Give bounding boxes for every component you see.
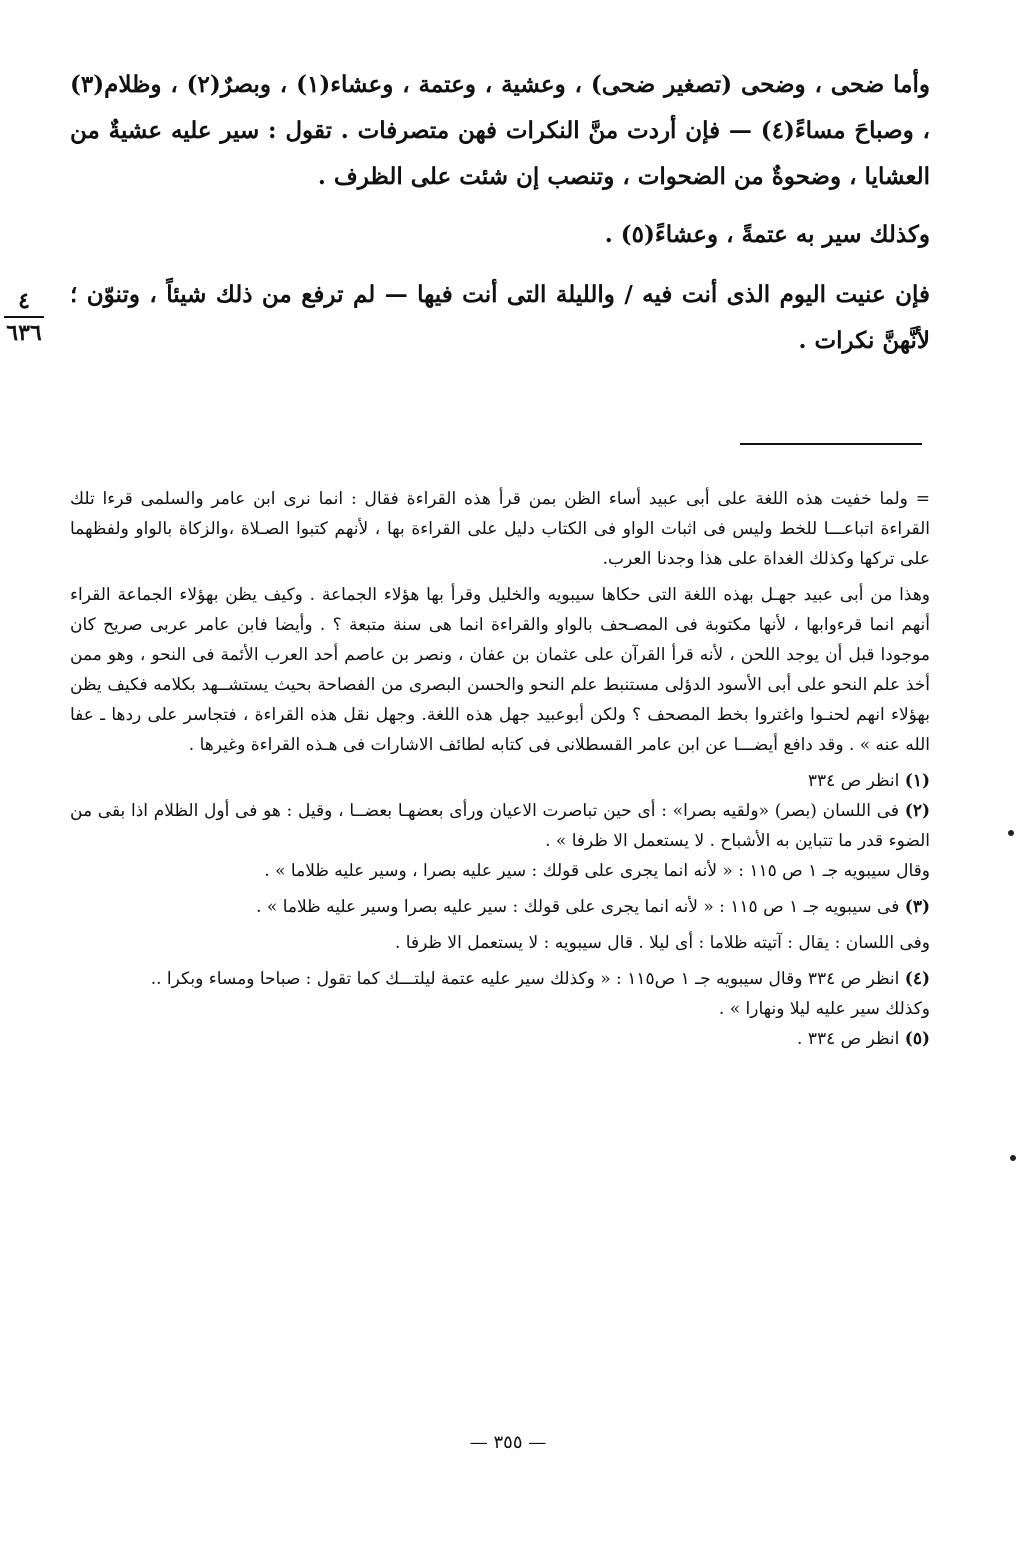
footnote-3 bbox=[70, 892, 930, 922]
margin-ref-bottom: ٦٣٦ bbox=[6, 320, 42, 346]
footnote-number: (٢) bbox=[904, 801, 930, 821]
footnotes bbox=[70, 484, 930, 1054]
footnote-4-continued: وكذلك سير عليه ليلا ونهارا » . bbox=[718, 999, 930, 1019]
footnote-2 bbox=[70, 796, 930, 856]
footnote-4 bbox=[70, 964, 930, 994]
footnote-3-continued: وفى اللسان : يقال : آتيته ظلاما : أى ليلا . قال سيبويه : لا يستعمل الا ظرفا . bbox=[394, 933, 930, 953]
footnote-text: انظر ص ٣٣٤ bbox=[807, 771, 900, 791]
main-text bbox=[70, 62, 930, 364]
margin-page-reference bbox=[4, 288, 44, 346]
footnote-text: انظر ص ٣٣٤ وقال سيبويه جـ ١ ص١١٥ : « وكذلك سير عليه عتمة ليلتـــك كما تقول : صباحا ومساء وبكرا .. bbox=[150, 969, 900, 989]
main-paragraph-1: وأما ضحى ، وضحى (تصغير ضحى) ، وعشية ، وعتمة ، وعشاء(١) ، وبصرٌ(٢) ، وظلام(٣) ، وصباحَ مساءً(٤) — فإن أردت منَّ النكرات فهن متصرفات . تقول : سير عليه عشيةٌ من العشايا ، وضحوةٌ من الضحوات ، وتنصب إن شئت على الظرف . bbox=[70, 71, 930, 190]
footnote-continuation-2: وهذا من أبى عبيد جهـل بهذه اللغة التى حكاها سيبويه والخليل وقرأ بها هؤلاء الجماعة . وكيف يظن بهؤلاء الجماعة القراء أنهم انما قرءوابها ، لأنها مكتوبة فى المصـحف بالواو والقراءة انما هى سنة متبعة ؟ . وأيضا فابن عامر عربى صريح كان موجودا قبل أن يوجد اللحن ، لأنه قرأ القرآن على عثمان بن عفان ، ونصر بن عاصم أحد العرب الأئمة فى النحو ، وهو ممن أخذ علم النحو على أبى الأسود الدؤلى مستنبط علم النحو والحسن البصرى من الفصاحة بحيث يستشــهد بكلامه فكيف يظن بهؤلاء انهم لحنـوا واغتروا بخط المصحف ؟ ولكن أبوعبيد جهل هذه اللغة. وجهل نقل هذه القراءة ، فتجاسر على ردها ـ عفا الله عنه » . وقد دافع أيضـــا عن ابن عامر القسطلانى فى كتابه لطائف الاشارات فى هـذه القراءة وغيرها . bbox=[70, 585, 930, 755]
footnote-number: (١) bbox=[904, 771, 930, 791]
margin-ref-top: ٤ bbox=[18, 288, 30, 314]
footnote-text: انظر ص ٣٣٤ . bbox=[797, 1029, 900, 1049]
footnote-1 bbox=[70, 766, 930, 796]
footnote-number: (٤) bbox=[904, 969, 930, 989]
footnote-number: (٣) bbox=[904, 897, 930, 917]
footnote-continuation-1: = ولما خفيت هذه اللغة على أبى عبيد أساء الظن بمن قرأ هذه القراءة فقال : انما نرى ابن عامر والسلمى قرءا تلك القراءة اتباعـــا للخط وليس فى اثبات الواو فى الكتاب دليل على القراءة بها ، لأنهم كتبوا الصـلاة ،والزكاة بالواو ولفظهما على تركها وكذلك الغداة على هذا وجدنا العرب. bbox=[70, 489, 931, 569]
footnote-text: فى اللسان (بصر) «ولقيه بصرا» : أى حين تباصرت الاعيان ورأى بعضهـا بعضــا ، وقيل : هو فى أول الظلام اذا بقى من الضوء قدر ما تتباين به الأشباح . لا يستعمل الا ظرفا » . bbox=[70, 801, 930, 851]
footnote-text: فى سيبويه جـ ١ ص ١١٥ : « لأنه انما يجرى على قولك : سير عليه بصرا وسير عليه ظلاما » . bbox=[256, 897, 900, 917]
scan-edge-mark bbox=[1010, 1155, 1016, 1161]
margin-ref-divider bbox=[4, 316, 44, 318]
main-paragraph-3: فإن عنيت اليوم الذى أنت فيه / والليلة التى أنت فيها — لم ترفع من ذلك شيئاً ، وتنوّن ؛ لأنَّهنَّ نكرات . bbox=[70, 281, 930, 354]
main-paragraph-2: وكذلك سير به عتمةً ، وعشاءً(٥) . bbox=[604, 221, 930, 248]
footnote-separator bbox=[740, 443, 922, 445]
scan-edge-mark bbox=[1008, 830, 1014, 836]
footnote-5 bbox=[70, 1024, 930, 1054]
page-number: — ٣٥٥ — bbox=[469, 1432, 547, 1453]
footnote-2-continued: وقال سيبويه جـ ١ ص ١١٥ : « لأنه انما يجرى على قولك : سير عليه بصرا ، وسير عليه ظلاما » . bbox=[264, 861, 930, 881]
footnote-number: (٥) bbox=[904, 1029, 930, 1049]
